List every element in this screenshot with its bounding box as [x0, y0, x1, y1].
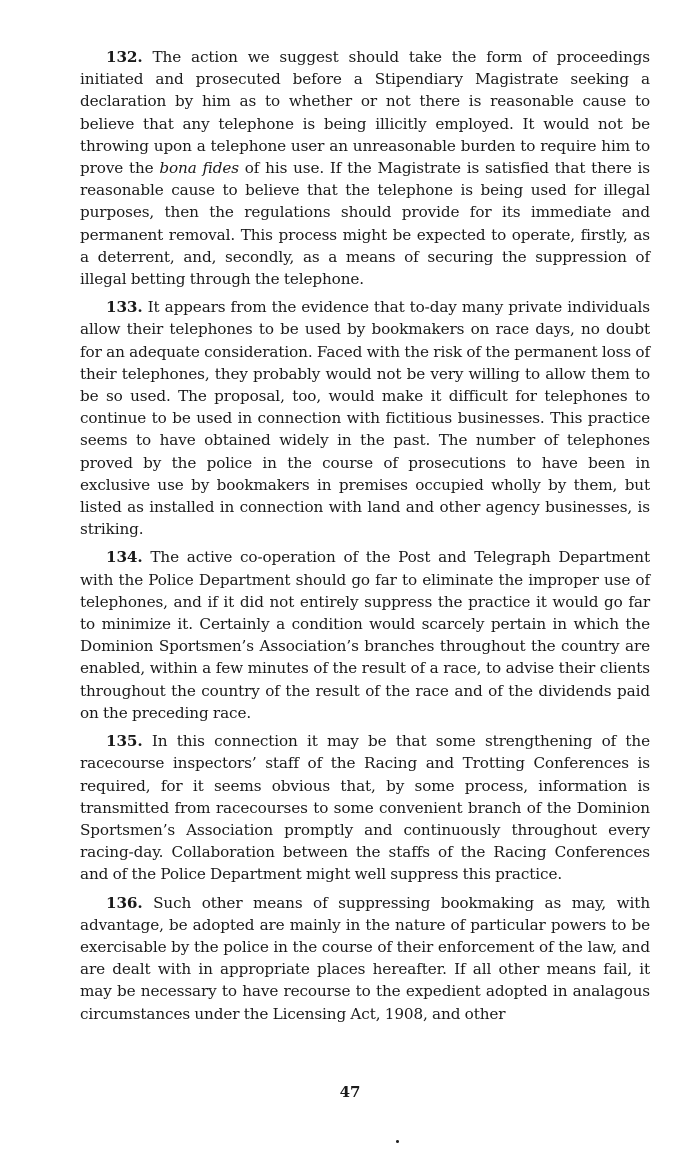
paragraph-133 [80, 296, 650, 540]
paragraph-text-continued: of his use. If the Magistrate is satisfied that there is reasonable cause to believe that the telephone is being used for illegal purposes, then the regulations should provide for its immediate and permanent removal. This process might be expected to operate, firstly, as a deterrent, and, secondly, as a means of securing the suppression of illegal betting through the telephone. [80, 159, 650, 289]
paragraph-number: 134. [106, 548, 143, 567]
italic-phrase: bona fides [159, 159, 239, 178]
paragraph-number: 133. [106, 298, 143, 317]
paragraph-134 [80, 546, 650, 724]
paragraph-number: 136. [106, 893, 143, 912]
paragraph-text: The active co-operation of the Post and Telegraph Department with the Police Department should go far to eliminate the improper use of telephones, and if it did not entirely suppress the practice it would go far to minimize it. Certainly a condition would scarcely pertain in which the Dominion Sportsmen’s Association’s branches throughout the country are enabled, within a few minutes of the result of a race, to advise their clients throughout the country of the result of the race and of the dividends paid on the preceding race. [80, 548, 650, 722]
paragraph-text: The action we suggest should take the form of proceedings initiated and prosecuted before a Stipendiary Magistrate seeking a declaration by him as to whether or not there is reasonable cause to believe that any telephone is being illicitly employed. It would not be throwing upon a telephone user an unreasonable burden to require him to prove the [80, 48, 650, 178]
paragraph-132 [80, 46, 650, 290]
paragraph-number: 135. [106, 732, 143, 751]
paragraph-text: In this connection it may be that some strengthening of the racecourse inspectors’ staff of the Racing and Trotting Conferences is required, for it seems obvious that, by some process, information is transmitted from racecourses to some convenient branch of the Dominion Sportsmen’s Association promptly and continuously throughout every racing-day. Collaboration between the staffs of the Racing Conferences and of the Police Department might well suppress this practice. [80, 732, 650, 884]
paragraph-number: 132. [106, 48, 143, 66]
body-text [80, 46, 650, 1031]
paragraph-text: It appears from the evidence that to-day many private individuals allow their telephones to be used by bookmakers on race days, no doubt for an adequate consideration. Faced with the risk of the permanent loss of their telephones, they probably would not be very willing to allow them to be so used. The proposal, too, would make it difficult for telephones to continue to be used in connection with fictitious businesses. This practice seems to have obtained widely in the past. The number of telephones proved by the police in the course of prosecutions to have been in exclusive use by bookmakers in premises occupied wholly by them, but listed as installed in connection with land and other agency businesses, is striking. [80, 298, 650, 539]
paragraph-136 [80, 892, 650, 1025]
print-mark [396, 1140, 399, 1143]
paragraph-135 [80, 730, 650, 885]
paragraph-text: Such other means of suppressing bookmaking as may, with advantage, be adopted are mainly in the nature of particular powers to be exercisable by the police in the course of their enforcement of the law, and are dealt with in appropriate places hereafter. If all other means fail, it may be necessary to have recourse to the expedient adopted in analagous circumstances under the Licensing Act, 1908, and other [80, 893, 650, 1023]
page-number: 47 [339, 1083, 361, 1101]
